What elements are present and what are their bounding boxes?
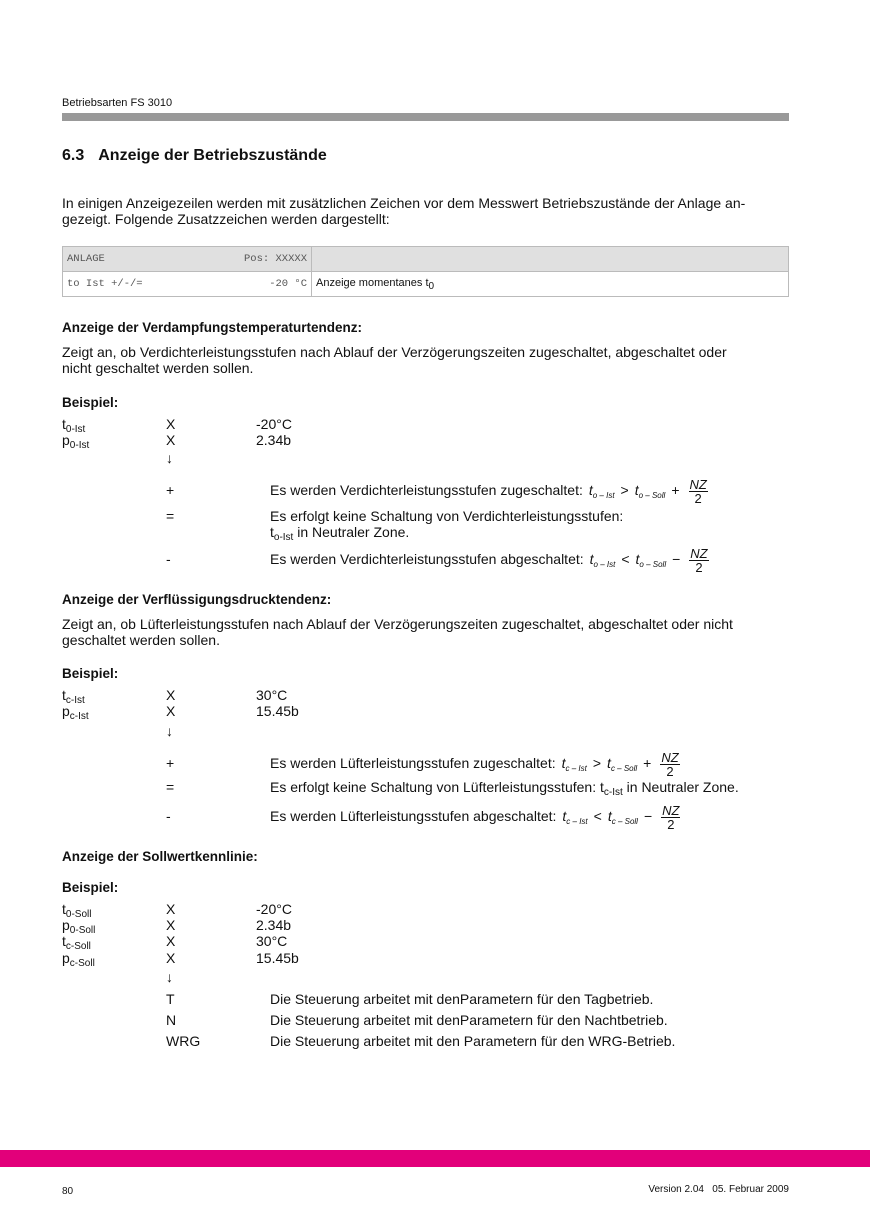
- cell-text: Anzeige momentanes t: [316, 276, 429, 289]
- var-letter: p: [62, 432, 70, 448]
- var-subscript: 0-Soll: [69, 925, 96, 936]
- fraction-denominator: 2: [667, 816, 675, 832]
- var-letter: t: [62, 687, 66, 703]
- neutral-zone-text: [270, 779, 739, 801]
- subsection-heading: Anzeige der Verflüssigungsdrucktendenz:: [62, 592, 332, 607]
- fraction-numerator: NZ: [661, 749, 679, 765]
- description-text: Es werden Lüfterleistungsstufen abgeschaltet:: [270, 808, 557, 824]
- var-subscript: c-Soll: [69, 958, 95, 969]
- tendency-description: [270, 803, 680, 835]
- variable-label: [62, 432, 89, 454]
- formula-part: o – Soll: [639, 560, 667, 569]
- cell-text: ANLAGE: [67, 253, 105, 265]
- footer-bar: [0, 1150, 870, 1167]
- example-value: 2.34b: [256, 917, 292, 933]
- formula: [561, 749, 680, 779]
- mode-key: T: [166, 991, 175, 1007]
- formula-part: c – Soll: [610, 764, 638, 773]
- section-title-text: Anzeige der Betriebszustände: [98, 147, 327, 164]
- var-subscript: c-Ist: [603, 787, 623, 798]
- formula-part: o – Ist: [593, 560, 616, 569]
- fraction-numerator: NZ: [689, 476, 707, 492]
- var-subscript: 0-Ist: [69, 440, 90, 451]
- example-heading: Beispiel:: [62, 880, 119, 895]
- paragraph-line: geschaltet werden sollen.: [62, 632, 220, 648]
- fraction: [689, 547, 708, 574]
- description-text: Es erfolgt keine Schaltung von Verdichterleistungsstufen:: [270, 508, 624, 524]
- tendency-symbol: +: [166, 755, 175, 771]
- var-letter: t: [62, 933, 66, 949]
- fraction: [689, 478, 708, 505]
- description-text: Es werden Verdichterleistungsstufen abgeschaltet:: [270, 551, 584, 567]
- description-text: in Neutraler Zone.: [622, 779, 739, 795]
- table-row: [63, 247, 789, 272]
- formula-part: t: [561, 755, 566, 771]
- var-letter: t: [270, 524, 274, 540]
- paragraph-line: Zeigt an, ob Verdichterleistungsstufen nach Ablauf der Verzögerungszeiten zugeschaltet, abgeschaltet oder: [62, 344, 727, 360]
- tendency-description: [270, 750, 680, 782]
- var-letter: p: [62, 703, 70, 719]
- fraction: [660, 751, 679, 778]
- mode-key: N: [166, 1012, 177, 1028]
- down-arrow-icon: ↓: [166, 450, 173, 466]
- var-subscript: 0-Ist: [65, 424, 86, 435]
- neutral-zone-text: [270, 524, 409, 546]
- cell-text: to Ist +/-/=: [67, 278, 143, 290]
- display-table: [62, 246, 789, 297]
- formula-part: t: [607, 808, 612, 824]
- table-cell: [63, 247, 312, 272]
- var-letter: t: [62, 416, 66, 432]
- variable-label: [62, 950, 95, 972]
- x-marker: X: [166, 950, 176, 966]
- formula-part: c – Ist: [566, 817, 588, 826]
- section-number: 6.3: [62, 147, 85, 164]
- description-text: Es werden Lüfterleistungsstufen zugeschaltet:: [270, 755, 556, 771]
- description-text: Es werden Verdichterleistungsstufen zugeschaltet:: [270, 482, 583, 498]
- formula-part: o – Soll: [638, 491, 666, 500]
- tendency-symbol: -: [166, 808, 171, 824]
- section-title: [62, 148, 327, 164]
- x-marker: X: [166, 416, 176, 432]
- formula: [562, 802, 680, 832]
- description-text: in Neutraler Zone.: [293, 524, 410, 540]
- tendency-symbol: =: [166, 508, 175, 524]
- example-value: -20°C: [256, 901, 292, 917]
- example-value: 15.45b: [256, 950, 299, 966]
- var-subscript-base: t: [599, 779, 604, 795]
- example-value: 30°C: [256, 687, 288, 703]
- formula-part: +: [643, 755, 652, 771]
- formula-part: c – Soll: [611, 817, 638, 826]
- x-marker: X: [166, 933, 176, 949]
- formula-part: <: [621, 551, 630, 567]
- formula-part: o – Ist: [592, 491, 615, 500]
- version-info: Version 2.04 05. Februar 2009: [648, 1184, 789, 1195]
- cell-text: Pos: XXXXX: [243, 253, 307, 265]
- intro-line: In einigen Anzeigezeilen werden mit zusätzlichen Zeichen vor dem Messwert Betriebszustände der Anlage an-: [62, 195, 746, 211]
- formula-part: −: [672, 551, 681, 567]
- formula-part: >: [592, 755, 602, 771]
- x-marker: X: [166, 687, 176, 703]
- var-letter: t: [62, 901, 66, 917]
- table-cell: [63, 272, 312, 297]
- mode-key: WRG: [166, 1033, 201, 1049]
- formula-part: t: [589, 551, 594, 567]
- fraction-denominator: 2: [694, 490, 702, 506]
- formula-part: −: [643, 808, 653, 824]
- formula-part: +: [671, 482, 680, 498]
- var-subscript: c-Soll: [65, 941, 91, 952]
- x-marker: X: [166, 432, 176, 448]
- x-marker: X: [166, 901, 176, 917]
- fraction-numerator: NZ: [662, 802, 680, 818]
- x-marker: X: [166, 917, 176, 933]
- subsection-heading: Anzeige der Verdampfungstemperaturtendenz:: [62, 320, 363, 335]
- formula-part: t: [562, 808, 567, 824]
- variable-label: [62, 703, 89, 725]
- down-arrow-icon: ↓: [166, 969, 173, 985]
- formula-part: t: [607, 755, 611, 771]
- var-subscript: c-Ist: [65, 695, 85, 706]
- tendency-description: [270, 546, 709, 578]
- example-value: 15.45b: [256, 703, 299, 719]
- fraction-numerator: NZ: [690, 545, 708, 561]
- formula-part: t: [634, 482, 639, 498]
- var-subscript: 0-Soll: [65, 909, 92, 920]
- formula-part: >: [620, 482, 629, 498]
- paragraph-line: Zeigt an, ob Lüfterleistungsstufen nach Ablauf der Verzögerungszeiten zugeschaltet, abgeschaltet oder nicht: [62, 616, 733, 632]
- running-header: Betriebsarten FS 3010: [62, 97, 173, 109]
- mode-description: Die Steuerung arbeitet mit denParametern für den Nachtbetrieb.: [270, 1012, 668, 1028]
- down-arrow-icon: ↓: [166, 723, 173, 739]
- intro-line: gezeigt. Folgende Zusatzzeichen werden dargestellt:: [62, 211, 390, 227]
- example-heading: Beispiel:: [62, 666, 119, 681]
- tendency-description: [270, 477, 708, 509]
- fraction-denominator: 2: [666, 763, 674, 779]
- example-value: 2.34b: [256, 432, 292, 448]
- formula-part: c – Ist: [565, 764, 587, 773]
- var-letter: p: [62, 917, 70, 933]
- formula: [589, 545, 709, 575]
- var-subscript: o-Ist: [273, 532, 294, 543]
- mode-description: Die Steuerung arbeitet mit den Parametern für den WRG-Betrieb.: [270, 1033, 676, 1049]
- cell-subscript: 0: [428, 280, 435, 292]
- var-letter: p: [62, 950, 70, 966]
- formula-part: <: [593, 808, 602, 824]
- description-text: Es erfolgt keine Schaltung von Lüfterleistungsstufen:: [270, 779, 600, 795]
- var-subscript: c-Ist: [69, 711, 89, 722]
- fraction-denominator: 2: [695, 559, 703, 575]
- mode-description: Die Steuerung arbeitet mit denParametern für den Tagbetrieb.: [270, 991, 654, 1007]
- table-cell: [312, 247, 789, 272]
- tendency-symbol: +: [166, 482, 175, 498]
- page-number: 80: [62, 1186, 74, 1197]
- example-heading: Beispiel:: [62, 395, 119, 410]
- tendency-symbol: -: [166, 551, 171, 567]
- header-rule: [62, 113, 789, 121]
- tendency-symbol: =: [166, 779, 175, 795]
- fraction: [661, 804, 680, 831]
- example-value: -20°C: [256, 416, 292, 432]
- x-marker: X: [166, 703, 176, 719]
- cell-text: -20 °C: [269, 278, 307, 290]
- formula-part: t: [635, 551, 640, 567]
- paragraph-line: nicht geschaltet werden sollen.: [62, 360, 254, 376]
- table-row: [63, 272, 789, 297]
- example-value: 30°C: [256, 933, 288, 949]
- formula: [588, 476, 708, 506]
- table-cell: [312, 272, 789, 297]
- subsection-heading: Anzeige der Sollwertkennlinie:: [62, 849, 258, 864]
- formula-part: t: [588, 482, 593, 498]
